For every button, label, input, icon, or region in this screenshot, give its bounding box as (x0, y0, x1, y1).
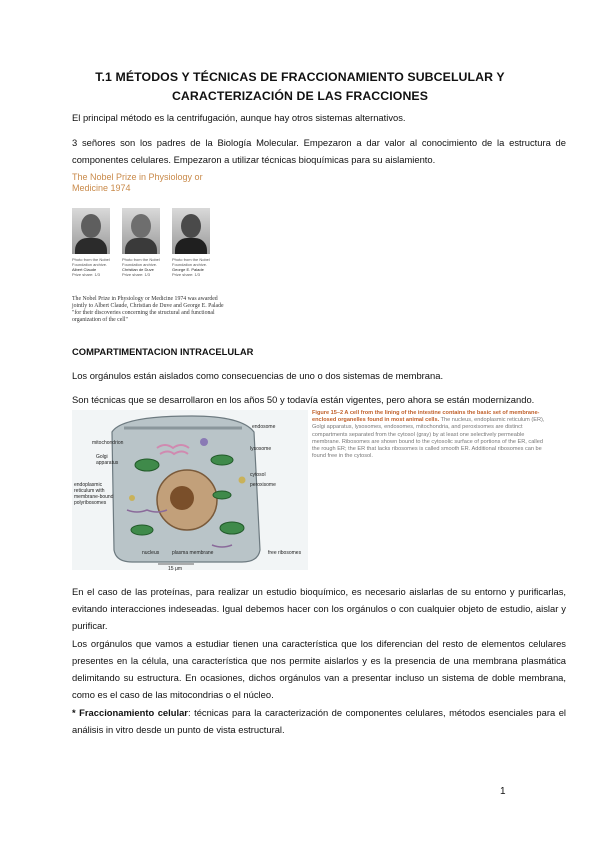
label-er: endoplasmic reticulum with membrane-bound polyribosomes (74, 482, 114, 506)
laureate-photo-claude (72, 208, 110, 254)
fraccionamiento-definition: : técnicas para la caracterización de componentes celulares, métodos esenciales para el análisis in vitro desde un punto de vista estructural. (72, 707, 566, 735)
title-line-1: T.1 MÉTODOS Y TÉCNICAS DE FRACCIONAMIENTO SUBCELULAR Y (95, 70, 505, 84)
label-golgi: Golgi apparatus (96, 454, 119, 466)
laureate-caption: Photo from the Nobel Foundation archive. Albert Claude Prize share: 1/3 (72, 257, 110, 277)
paragraph-techniques-50s: Son técnicas que se desarrollaron en los años 50 y todavía están vigentes, pero ahora se están modernizando. (72, 394, 535, 405)
nobel-description: The Nobel Prize in Physiology or Medicine 1974 was awarded jointly to Albert Claude, Christian de Duve and George E. Palade "for their discoveries concerning the structural and functional organization of the cell" (72, 296, 224, 323)
heading-compartimentacion: COMPARTIMENTACION INTRACELULAR (72, 346, 254, 357)
laureate-photo-deduve (122, 208, 160, 254)
figure-caption-body: The nucleus, endoplasmic reticulum (ER), Golgi apparatus, lysosomes, endosomes, mitochondria, and peroxisomes are distinct compartments separated from the cytosol (gray) by at least one selectively permeable membrane. Ribosomes are shown bound to the cytosolic surface of portions of the ER, called the rough ER; the ER that lacks ribosomes is called smooth ER. Additional ribosomes can be found free in the cytosol. (312, 417, 545, 460)
laureate-caption: Photo from the Nobel Foundation archive. George E. Palade Prize share: 1/3 (172, 257, 210, 277)
label-plasma-membrane: plasma membrane (172, 550, 214, 556)
fraccionamiento-term: * Fraccionamiento celular (72, 707, 188, 718)
label-cytosol: cytosol (250, 472, 266, 478)
paragraph-fraccionamiento (72, 704, 566, 738)
cell-figure (72, 410, 568, 570)
figure-caption (312, 410, 552, 460)
page-number: 1 (500, 786, 506, 797)
label-scale-bar: 15 μm (168, 566, 182, 572)
document-title (70, 68, 530, 106)
title-line-2: CARACTERIZACIÓN DE LAS FRACCIONES (171, 89, 429, 103)
label-free-ribosomes: free ribosomes (268, 550, 302, 556)
nobel-figure-title: The Nobel Prize in Physiology or Medicine 1974 (72, 172, 203, 193)
figure-caption-head: Figure 15–2 A cell from the lining of the intestine contains the basic set of membrane-enclosed organelles found in most animal cells. (312, 410, 540, 424)
label-lysosome: lysosome (250, 446, 272, 452)
label-nucleus: nucleus (142, 550, 160, 556)
label-peroxisome: peroxisome (250, 482, 276, 488)
paragraph-organelles-isolated: Los orgánulos están aislados como consecuencias de uno o dos sistemas de membrana. (72, 370, 444, 381)
nobel-prize-figure (72, 172, 224, 338)
label-mitochondrion: mitochondrion (92, 440, 124, 446)
paragraph-organelles-membrane: Los orgánulos que vamos a estudiar tienen una característica que los diferencian del resto de elementos celulares presentes en la célula, una característica que nos permite aislarlos y es la presencia de una membrana plasmática delimitando su estructura. En ocasiones, dichos orgánulos van a presentar incluso un sistema de doble membrana, como es el caso de las mitocondrias o el núcleo. (72, 638, 566, 700)
label-endosome: endosome (252, 424, 276, 430)
laureate-caption: Photo from the Nobel Foundation archive. Christian de Duve Prize share: 1/3 (122, 257, 160, 277)
paragraph-fathers: 3 señores son los padres de la Biología Molecular. Empezaron a dar valor al conocimiento de la estructura de componentes celulares. Empezaron a utilizar técnicas bioquímicas para su aislamiento. (72, 137, 566, 165)
laureate-photo-palade (172, 208, 210, 254)
paragraph-proteins: En el caso de las proteínas, para realizar un estudio bioquímico, es necesario aislarlas de su entorno y purificarlas, evitando interacciones indeseadas. Igual debemos hacer con los orgánulos o con cualquier objeto de estudio, aislar y purificar. (72, 586, 566, 631)
paragraph-centrifugation: El principal método es la centrifugación, aunque hay otros sistemas alternativos. (72, 112, 406, 123)
